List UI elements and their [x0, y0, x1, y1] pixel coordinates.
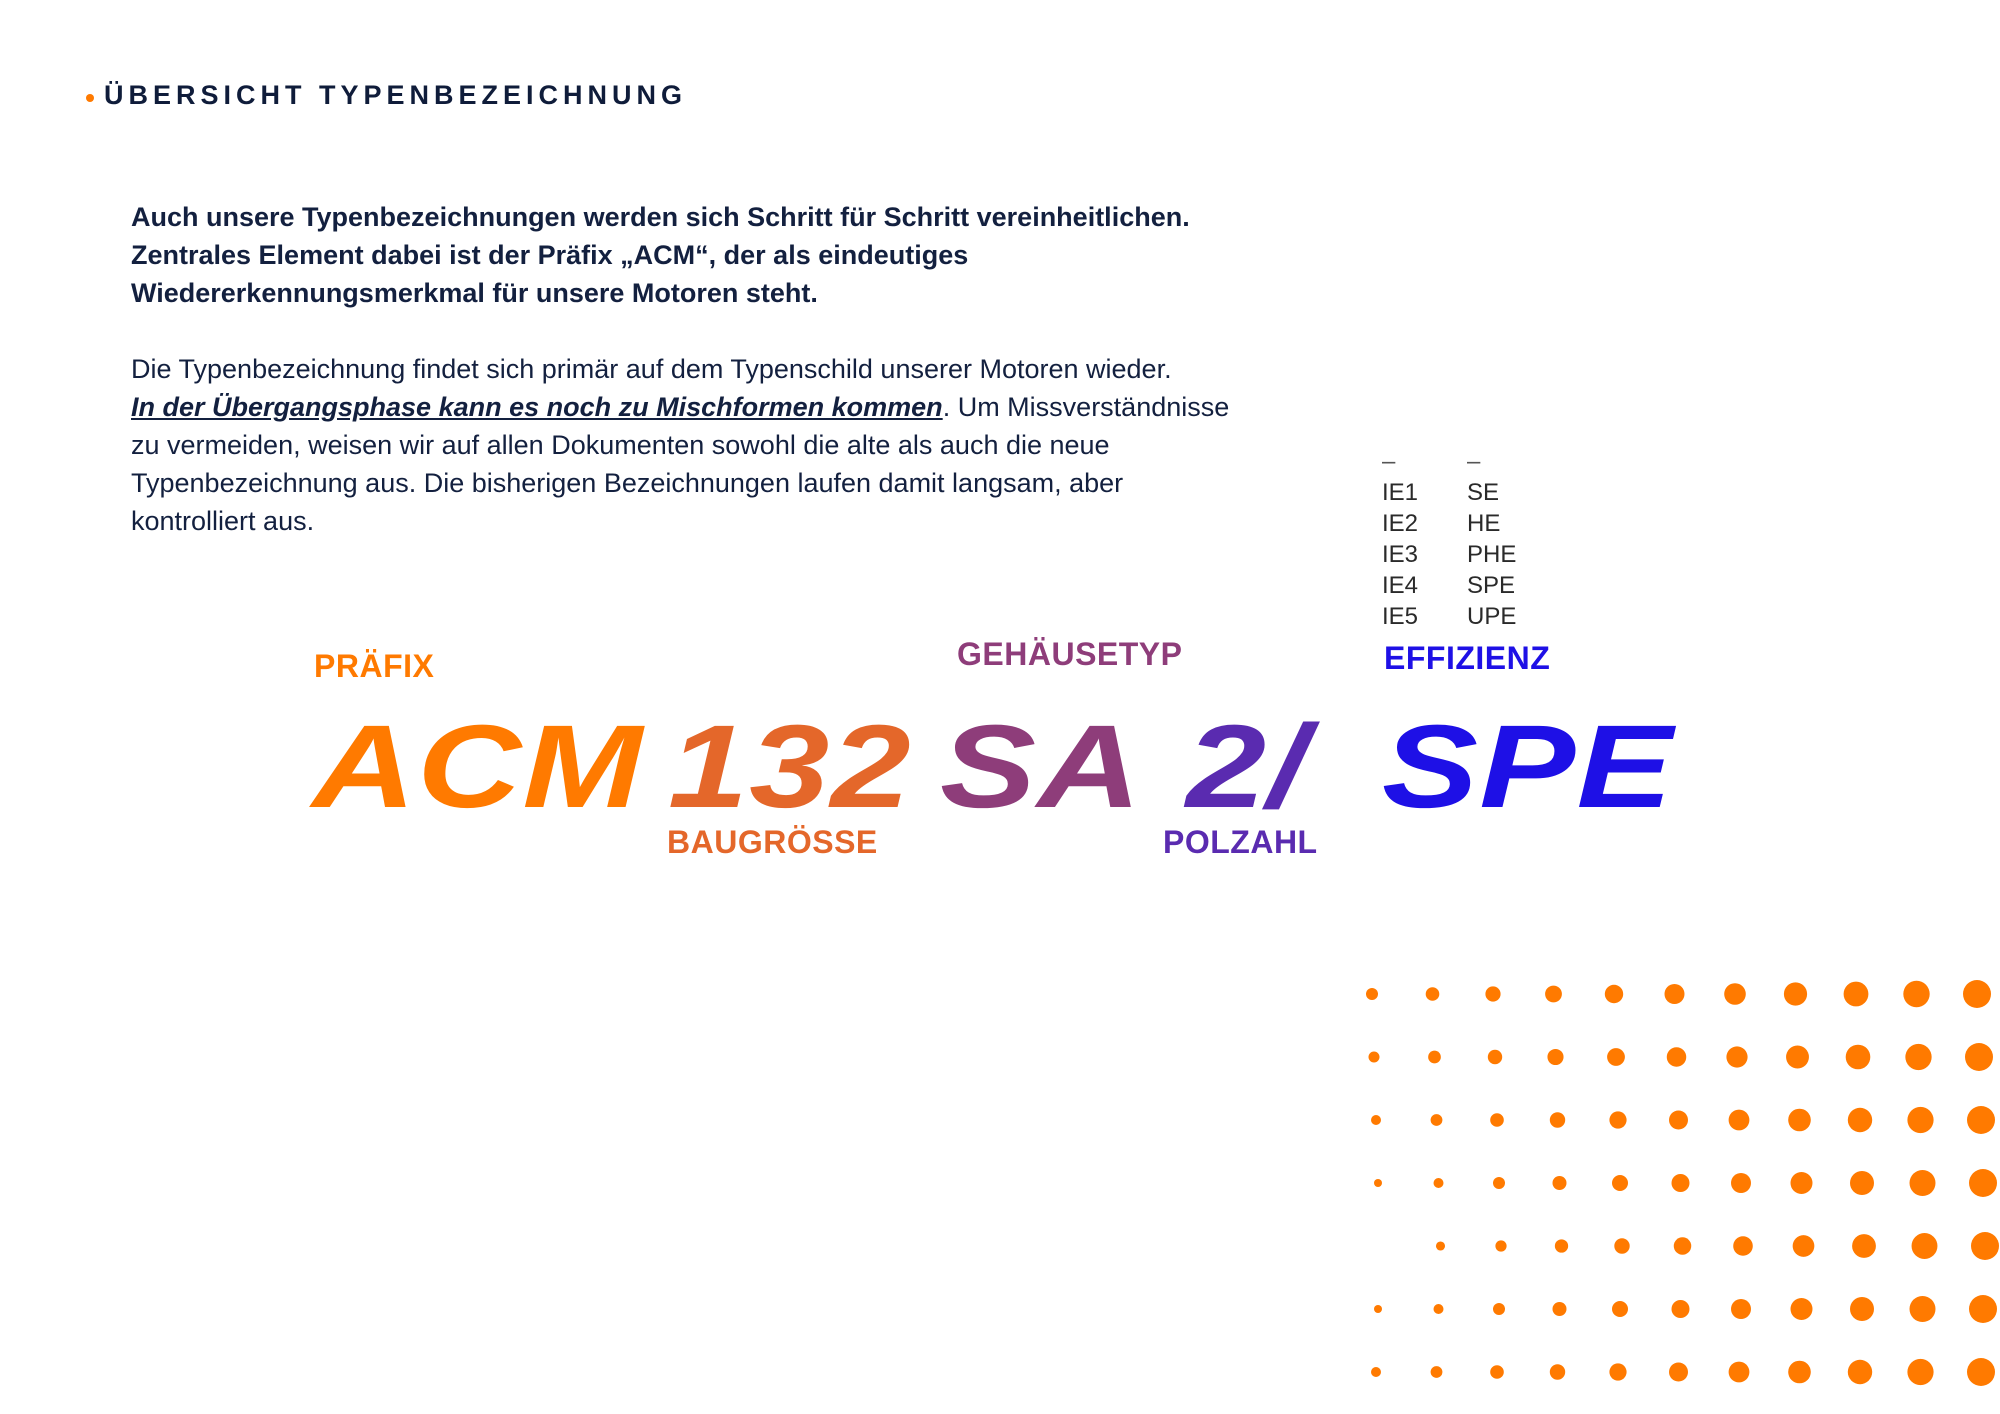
efficiency-ie-class: IE5 [1382, 603, 1419, 630]
efficiency-code: HE [1467, 510, 1501, 537]
decorative-dot [1553, 1176, 1567, 1190]
decorative-dot [1967, 1358, 1995, 1386]
decorative-dot [1434, 1304, 1444, 1314]
decorative-dot [1793, 1235, 1815, 1257]
body-text-after-emphasis: . Um Missverständnisse [942, 392, 1230, 422]
decorative-dot [1729, 1362, 1750, 1383]
decorative-dot [1850, 1171, 1874, 1195]
decorative-dot [1672, 1174, 1690, 1192]
body-line [131, 388, 1251, 426]
efficiency-ie-class: IE4 [1382, 572, 1419, 599]
orange-bullet-icon [86, 94, 94, 102]
decorative-dot [1490, 1365, 1504, 1379]
decorative-dot [1485, 986, 1500, 1001]
decorative-dot [1733, 1236, 1753, 1256]
decorative-dot [1607, 1048, 1625, 1066]
decorative-dot [1786, 1046, 1809, 1069]
size-code: 132 [668, 701, 912, 833]
decorative-dot [1371, 1367, 1381, 1377]
decorative-dot-pattern [1330, 962, 2000, 1402]
efficiency-code-large: SPE [1382, 701, 1674, 833]
decorative-dot [1667, 1047, 1687, 1067]
decorative-dot [1724, 983, 1746, 1005]
decorative-dot [1374, 1179, 1382, 1187]
decorative-dot [1550, 1364, 1565, 1379]
decorative-dot [1729, 1110, 1750, 1131]
efficiency-ie-class: IE3 [1382, 541, 1419, 568]
decorative-dot [1791, 1172, 1813, 1194]
housing-code: SA [940, 701, 1143, 833]
decorative-dot [1784, 982, 1807, 1005]
prefix-code: ACM [312, 701, 644, 833]
decorative-dot [1369, 1052, 1380, 1063]
size-label: BAUGRÖSSE [667, 824, 878, 860]
decorative-dot [1434, 1178, 1444, 1188]
decorative-dot [1844, 982, 1869, 1007]
decorative-dot [1850, 1297, 1874, 1321]
decorative-dot [1371, 1115, 1381, 1125]
dash-code: – [1467, 448, 1481, 475]
decorative-dot [1605, 985, 1623, 1003]
decorative-dot [1674, 1237, 1692, 1255]
decorative-dot [1545, 986, 1562, 1003]
decorative-dot [1547, 1049, 1563, 1065]
page-title: ÜBERSICHT TYPENBEZEICHNUNG [104, 80, 688, 110]
decorative-dot [1612, 1175, 1628, 1191]
decorative-dot [1493, 1303, 1505, 1315]
page-header [86, 80, 687, 111]
decorative-dot [1550, 1112, 1565, 1127]
decorative-dot [1912, 1233, 1938, 1259]
body-line: Typenbezeichnung aus. Die bisherigen Bezeichnungen laufen damit langsam, aber [131, 468, 1124, 498]
decorative-dot [1495, 1240, 1506, 1251]
decorative-dot [1665, 984, 1685, 1004]
decorative-dot [1614, 1238, 1629, 1253]
decorative-dot [1488, 1050, 1502, 1064]
efficiency-row [1382, 570, 1516, 601]
decorative-dot [1848, 1108, 1872, 1132]
decorative-dot [1490, 1113, 1504, 1127]
decorative-dot [1969, 1169, 1997, 1197]
decorative-dot [1969, 1295, 1997, 1323]
efficiency-code: PHE [1467, 541, 1517, 568]
decorative-dot [1910, 1170, 1936, 1196]
efficiency-table-dash-row [1382, 446, 1516, 477]
efficiency-code: SPE [1467, 572, 1516, 599]
decorative-dot [1907, 1359, 1933, 1385]
efficiency-label: EFFIZIENZ [1384, 640, 1551, 676]
decorative-dot [1963, 980, 1991, 1008]
decorative-dot [1612, 1301, 1628, 1317]
decorative-dot [1555, 1239, 1568, 1252]
emphasis-text: In der Übergangsphase kann es noch zu Mischformen kommen [131, 392, 943, 422]
prefix-label: PRÄFIX [314, 648, 435, 684]
body-line: Die Typenbezeichnung findet sich primär auf dem Typenschild unserer Motoren wieder. [131, 354, 1172, 384]
efficiency-code: SE [1467, 479, 1500, 506]
decorative-dot [1672, 1300, 1690, 1318]
decorative-dot [1788, 1109, 1811, 1132]
efficiency-row [1382, 477, 1516, 508]
efficiency-code: UPE [1467, 603, 1517, 630]
decorative-dot [1907, 1107, 1933, 1133]
intro-line: Auch unsere Typenbezeichnungen werden sich Schritt für Schritt vereinheitlichen. [131, 202, 1190, 232]
decorative-dot [1493, 1177, 1505, 1189]
decorative-dot [1609, 1363, 1626, 1380]
efficiency-row [1382, 508, 1516, 539]
efficiency-ie-class: IE1 [1382, 479, 1419, 506]
decorative-dot [1553, 1302, 1567, 1316]
decorative-dot [1903, 981, 1929, 1007]
decorative-dot [1366, 988, 1378, 1000]
intro-paragraph [131, 198, 1251, 312]
body-paragraph [131, 350, 1251, 540]
intro-line: Zentrales Element dabei ist der Präfix „ACM“, der als eindeutiges [131, 240, 969, 270]
decorative-dot [1436, 1241, 1445, 1250]
decorative-dot [1428, 1051, 1441, 1064]
decorative-dot [1848, 1360, 1872, 1384]
decorative-dot [1731, 1173, 1751, 1193]
decorative-dot [1374, 1305, 1382, 1313]
decorative-dot [1426, 987, 1440, 1001]
decorative-dot [1965, 1043, 1993, 1071]
decorative-dot [1669, 1111, 1688, 1130]
decorative-dot [1788, 1361, 1811, 1384]
decorative-dot [1731, 1299, 1751, 1319]
decorative-dot [1905, 1044, 1931, 1070]
body-line: zu vermeiden, weisen wir auf allen Dokumenten sowohl die alte als auch die neue [131, 430, 1110, 460]
body-line: kontrolliert aus. [131, 506, 315, 536]
dash-ie: – [1382, 448, 1396, 475]
decorative-dot [1726, 1046, 1747, 1067]
efficiency-row [1382, 539, 1516, 570]
decorative-dot [1431, 1366, 1443, 1378]
intro-line: Wiedererkennungsmerkmal für unsere Motoren steht. [131, 278, 818, 308]
decorative-dot [1846, 1045, 1871, 1070]
poles-label: POLZAHL [1163, 824, 1318, 860]
decorative-dot [1791, 1298, 1813, 1320]
decorative-dot [1971, 1232, 1999, 1260]
efficiency-ie-class: IE2 [1382, 510, 1419, 537]
decorative-dot [1669, 1363, 1688, 1382]
decorative-dot [1609, 1111, 1626, 1128]
decorative-dot [1967, 1106, 1995, 1134]
efficiency-table [1382, 446, 1516, 632]
decorative-dot [1852, 1234, 1876, 1258]
efficiency-row [1382, 601, 1516, 632]
poles-code: 2/ [1186, 701, 1309, 833]
decorative-dot [1910, 1296, 1936, 1322]
decorative-dot [1431, 1114, 1443, 1126]
housing-type-label: GEHÄUSETYP [957, 636, 1183, 672]
